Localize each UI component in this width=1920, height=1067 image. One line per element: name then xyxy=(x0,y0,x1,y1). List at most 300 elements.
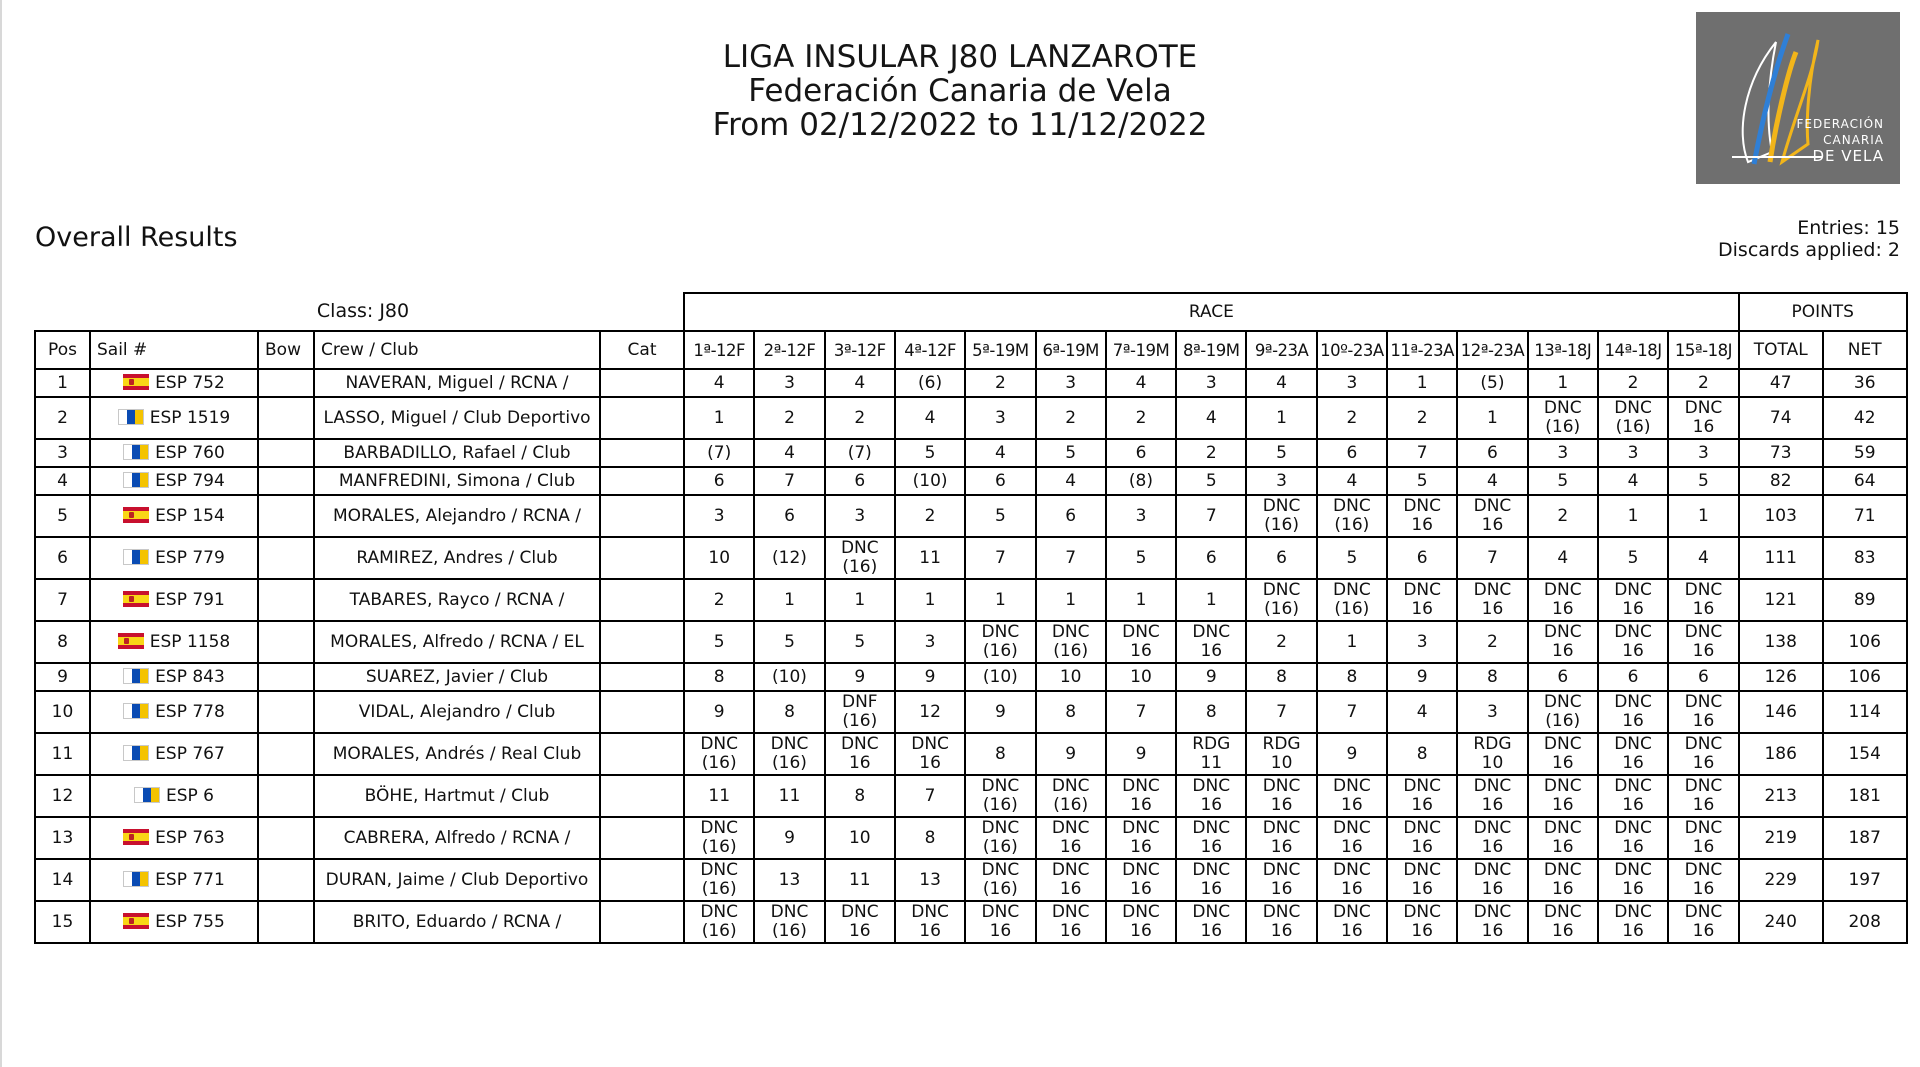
cell-race-6 xyxy=(1036,733,1106,775)
race-score: 1 xyxy=(1205,589,1217,610)
race-score: 16 xyxy=(1270,795,1293,815)
race-score: DNC xyxy=(770,734,809,754)
race-score: DNC xyxy=(1192,622,1231,642)
cell-cat xyxy=(600,901,684,943)
cell-total: 103 xyxy=(1739,495,1823,537)
race-score: DNC xyxy=(1684,860,1723,880)
logo-line-2: CANARIA xyxy=(1823,133,1884,147)
race-score: DNC xyxy=(700,860,739,880)
cell-race-8 xyxy=(1176,691,1246,733)
race-score: RDG xyxy=(1192,734,1231,754)
col-race-14: 14ª-18J xyxy=(1598,331,1668,369)
cell-net: 181 xyxy=(1823,775,1907,817)
cell-race-8 xyxy=(1176,901,1246,943)
cell-total: 229 xyxy=(1739,859,1823,901)
race-score: 16 xyxy=(1130,837,1152,857)
cell-race-15 xyxy=(1668,397,1739,439)
cell-net: 64 xyxy=(1823,467,1907,495)
race-score: DNC xyxy=(1543,580,1582,600)
cell-race-12 xyxy=(1457,439,1527,467)
cell-race-4 xyxy=(895,733,965,775)
race-score: DNC xyxy=(1122,622,1160,642)
race-score: 8 xyxy=(1346,666,1358,687)
race-score: 6 xyxy=(1557,666,1569,687)
cell-race-3 xyxy=(825,579,895,621)
cell-race-14 xyxy=(1598,579,1668,621)
cell-race-10 xyxy=(1317,495,1387,537)
race-score: 16 xyxy=(1622,599,1644,619)
race-score: 16 xyxy=(1130,879,1152,899)
race-score: 2 xyxy=(854,407,866,428)
race-score: 2 xyxy=(713,589,725,610)
race-score: 16 xyxy=(1692,879,1715,899)
cell-race-12 xyxy=(1457,817,1527,859)
race-score: 11 xyxy=(848,869,871,890)
cell-total: 138 xyxy=(1739,621,1823,663)
race-score: 8 xyxy=(924,827,936,848)
race-score: 2 xyxy=(1698,372,1709,393)
race-score: RDG xyxy=(1473,734,1512,754)
cell-race-11 xyxy=(1387,369,1457,397)
race-score: 16 xyxy=(1481,879,1504,899)
cell-sail xyxy=(90,397,258,439)
cell-race-10 xyxy=(1317,579,1387,621)
race-score: 16 xyxy=(1411,879,1433,899)
race-score: 16 xyxy=(1059,879,1082,899)
race-score: (16) xyxy=(1545,417,1581,437)
race-score: 7 xyxy=(1135,701,1147,722)
cell-sail xyxy=(90,901,258,943)
cell-race-5 xyxy=(965,397,1035,439)
race-score: DNC xyxy=(1403,496,1441,516)
cell-race-4 xyxy=(895,691,965,733)
cell-total: 111 xyxy=(1739,537,1823,579)
cell-pos: 10 xyxy=(35,691,90,733)
race-score: 6 xyxy=(1627,666,1639,687)
col-race-8: 8ª-19M xyxy=(1176,331,1246,369)
group-header-row xyxy=(35,293,1907,331)
page-edge xyxy=(0,0,2,1067)
race-score: 16 xyxy=(1481,515,1504,535)
race-score: DNC xyxy=(1122,860,1160,880)
race-score: 9 xyxy=(1416,666,1428,687)
cell-race-4 xyxy=(895,663,965,691)
race-score: DNC xyxy=(1684,622,1723,642)
cell-race-13 xyxy=(1528,369,1598,397)
cell-total: 126 xyxy=(1739,663,1823,691)
cell-race-11 xyxy=(1387,397,1457,439)
cell-race-6 xyxy=(1036,495,1106,537)
cell-sail xyxy=(90,369,258,397)
cell-net: 114 xyxy=(1823,691,1907,733)
cell-total: 219 xyxy=(1739,817,1823,859)
cell-race-14 xyxy=(1598,397,1668,439)
cell-sail xyxy=(90,579,258,621)
col-race-1: 1ª-12F xyxy=(684,331,754,369)
canary-islands-flag-icon xyxy=(118,409,144,425)
race-score: 4 xyxy=(1346,470,1358,491)
cell-race-9 xyxy=(1246,467,1316,495)
race-score: 5 xyxy=(1346,547,1358,568)
cell-race-12 xyxy=(1457,579,1527,621)
race-score: 12 xyxy=(919,701,941,722)
cell-bow xyxy=(258,859,314,901)
cell-race-10 xyxy=(1317,537,1387,579)
cell-race-9 xyxy=(1246,901,1316,943)
cell-race-7 xyxy=(1106,859,1176,901)
cell-race-3 xyxy=(825,859,895,901)
race-score: 5 xyxy=(854,631,866,652)
race-score: DNC xyxy=(700,734,739,754)
race-score: DNC xyxy=(1684,692,1723,712)
race-score: DNC xyxy=(1192,902,1231,922)
race-score: 3 xyxy=(1346,372,1358,393)
race-score: DNC xyxy=(1403,580,1441,600)
cell-race-9 xyxy=(1246,439,1316,467)
race-score: DNC xyxy=(1403,902,1441,922)
race-score: DNC xyxy=(1333,860,1371,880)
cell-race-15 xyxy=(1668,439,1739,467)
cell-race-9 xyxy=(1246,369,1316,397)
cell-race-5 xyxy=(965,663,1035,691)
cell-race-11 xyxy=(1387,691,1457,733)
race-score: DNC xyxy=(1473,580,1512,600)
cell-race-14 xyxy=(1598,537,1668,579)
cell-race-2 xyxy=(754,817,824,859)
race-score: (16) xyxy=(842,557,878,577)
cell-race-8 xyxy=(1176,733,1246,775)
cell-bow xyxy=(258,397,314,439)
race-score: DNC xyxy=(1614,860,1652,880)
cell-race-13 xyxy=(1528,691,1598,733)
cell-race-4 xyxy=(895,467,965,495)
cell-race-14 xyxy=(1598,775,1668,817)
race-score: DNC xyxy=(1122,902,1160,922)
race-score: 5 xyxy=(713,631,725,652)
race-score: 16 xyxy=(1481,599,1504,619)
col-race-10: 10º-23A xyxy=(1317,331,1387,369)
race-score: DNC xyxy=(1473,776,1512,796)
table-row xyxy=(35,733,1907,775)
cell-race-6 xyxy=(1036,621,1106,663)
race-score: 16 xyxy=(1551,837,1574,857)
race-score: 16 xyxy=(1270,879,1293,899)
canary-islands-flag-icon xyxy=(123,549,149,565)
race-score: DNC xyxy=(1403,860,1441,880)
cell-race-11 xyxy=(1387,901,1457,943)
cell-race-13 xyxy=(1528,537,1598,579)
results-table xyxy=(34,292,1908,944)
cell-race-14 xyxy=(1598,901,1668,943)
race-score: 6 xyxy=(1698,666,1709,687)
cell-crew: SUAREZ, Javier / Club xyxy=(314,663,600,691)
race-score: 3 xyxy=(854,505,866,526)
cell-race-1 xyxy=(684,621,754,663)
race-score: DNC xyxy=(1122,818,1160,838)
race-score: 16 xyxy=(1551,753,1574,773)
cell-cat xyxy=(600,859,684,901)
cell-race-14 xyxy=(1598,495,1668,537)
race-score: 16 xyxy=(1270,837,1293,857)
race-score: 4 xyxy=(1627,470,1639,491)
race-score: 1 xyxy=(1557,372,1569,393)
table-row xyxy=(35,397,1907,439)
cell-net: 208 xyxy=(1823,901,1907,943)
cell-cat xyxy=(600,775,684,817)
cell-race-1 xyxy=(684,537,754,579)
race-score: 1 xyxy=(854,589,866,610)
cell-race-15 xyxy=(1668,369,1739,397)
col-bow: Bow xyxy=(258,331,314,369)
cell-race-4 xyxy=(895,537,965,579)
cell-race-12 xyxy=(1457,663,1527,691)
cell-race-5 xyxy=(965,817,1035,859)
cell-race-14 xyxy=(1598,621,1668,663)
cell-race-7 xyxy=(1106,901,1176,943)
race-score: DNC xyxy=(840,538,879,558)
points-group-header: POINTS xyxy=(1739,293,1907,331)
race-score: 2 xyxy=(784,407,795,428)
cell-pos: 9 xyxy=(35,663,90,691)
race-score: 3 xyxy=(1698,442,1709,463)
race-score: (16) xyxy=(701,879,737,899)
race-score: DNC xyxy=(1333,580,1371,600)
cell-net: 83 xyxy=(1823,537,1907,579)
race-score: 6 xyxy=(1135,442,1147,463)
race-score: (12) xyxy=(772,547,807,568)
race-score: 2 xyxy=(1205,442,1217,463)
cell-crew: MORALES, Alfredo / RCNA / EL xyxy=(314,621,600,663)
race-score: (16) xyxy=(982,837,1018,857)
race-score: DNC xyxy=(911,734,949,754)
race-score: 8 xyxy=(1276,666,1287,687)
cell-bow xyxy=(258,579,314,621)
race-score: 13 xyxy=(919,869,941,890)
table-row xyxy=(35,467,1907,495)
canary-islands-flag-icon xyxy=(123,703,149,719)
cell-race-2 xyxy=(754,439,824,467)
cell-race-15 xyxy=(1668,901,1739,943)
race-score: 2 xyxy=(994,372,1006,393)
cell-cat xyxy=(600,397,684,439)
race-score: DNC xyxy=(1262,580,1301,600)
table-row xyxy=(35,775,1907,817)
race-score: (16) xyxy=(982,795,1018,815)
cell-race-6 xyxy=(1036,467,1106,495)
cell-race-10 xyxy=(1317,663,1387,691)
cell-race-7 xyxy=(1106,397,1176,439)
race-score: 5 xyxy=(1135,547,1147,568)
race-score: 1 xyxy=(1346,631,1358,652)
race-score: DNC xyxy=(1473,902,1512,922)
cell-race-7 xyxy=(1106,817,1176,859)
cell-race-13 xyxy=(1528,621,1598,663)
cell-pos: 7 xyxy=(35,579,90,621)
document-header xyxy=(560,40,1360,142)
cell-race-1 xyxy=(684,663,754,691)
race-score: 11 xyxy=(919,547,941,568)
cell-race-6 xyxy=(1036,537,1106,579)
race-score: 16 xyxy=(1551,879,1574,899)
cell-race-15 xyxy=(1668,579,1739,621)
race-score: 16 xyxy=(1411,795,1433,815)
cell-race-10 xyxy=(1317,817,1387,859)
cell-bow xyxy=(258,663,314,691)
cell-race-11 xyxy=(1387,775,1457,817)
race-score: DNC xyxy=(981,622,1020,642)
col-race-12: 12ª-23A xyxy=(1457,331,1527,369)
race-score: (16) xyxy=(1334,515,1370,535)
cell-race-4 xyxy=(895,439,965,467)
race-score: DNC xyxy=(840,902,879,922)
col-net: NET xyxy=(1823,331,1907,369)
cell-race-7 xyxy=(1106,579,1176,621)
race-score: 3 xyxy=(1487,701,1498,722)
cell-pos: 2 xyxy=(35,397,90,439)
cell-crew: RAMIREZ, Andres / Club xyxy=(314,537,600,579)
cell-total: 186 xyxy=(1739,733,1823,775)
race-group-header: RACE xyxy=(684,293,1739,331)
cell-race-2 xyxy=(754,663,824,691)
cell-race-10 xyxy=(1317,901,1387,943)
race-score: 4 xyxy=(1557,547,1569,568)
race-score: DNC xyxy=(1684,580,1723,600)
race-score: DNC xyxy=(981,818,1020,838)
race-score: 16 xyxy=(1130,921,1152,941)
race-score: DNC xyxy=(1192,776,1231,796)
cell-race-15 xyxy=(1668,775,1739,817)
race-score: 2 xyxy=(1557,505,1569,526)
col-cat: Cat xyxy=(600,331,684,369)
canary-islands-flag-icon xyxy=(134,787,160,803)
cell-race-8 xyxy=(1176,579,1246,621)
cell-race-13 xyxy=(1528,663,1598,691)
cell-sail xyxy=(90,733,258,775)
race-score: DNC xyxy=(1684,902,1723,922)
race-score: 7 xyxy=(994,547,1006,568)
sail-number: ESP 767 xyxy=(155,743,225,764)
race-score: DNC xyxy=(1614,734,1652,754)
race-score: 16 xyxy=(1411,599,1433,619)
cell-race-10 xyxy=(1317,467,1387,495)
race-score: 1 xyxy=(1135,589,1147,610)
race-score: 4 xyxy=(1487,470,1498,491)
cell-cat xyxy=(600,537,684,579)
cell-bow xyxy=(258,537,314,579)
results-body xyxy=(35,369,1907,943)
race-score: DNC xyxy=(1051,818,1090,838)
cell-cat xyxy=(600,733,684,775)
cell-race-8 xyxy=(1176,397,1246,439)
cell-race-9 xyxy=(1246,817,1316,859)
race-score: 16 xyxy=(1059,837,1082,857)
cell-race-2 xyxy=(754,537,824,579)
race-score: 16 xyxy=(1551,641,1574,661)
cell-race-4 xyxy=(895,397,965,439)
sail-number: ESP 763 xyxy=(155,827,225,848)
race-score: 2 xyxy=(1487,631,1498,652)
cell-race-7 xyxy=(1106,621,1176,663)
cell-race-7 xyxy=(1106,369,1176,397)
race-score: 5 xyxy=(1698,470,1709,491)
col-race-15: 15ª-18J xyxy=(1668,331,1739,369)
sail-number: ESP 779 xyxy=(155,547,225,568)
cell-race-8 xyxy=(1176,495,1246,537)
cell-race-3 xyxy=(825,901,895,943)
cell-total: 240 xyxy=(1739,901,1823,943)
table-row xyxy=(35,859,1907,901)
event-dates: From 02/12/2022 to 11/12/2022 xyxy=(712,107,1208,143)
cell-race-8 xyxy=(1176,439,1246,467)
race-score: 6 xyxy=(784,505,795,526)
race-score: DNC xyxy=(1192,818,1231,838)
cell-race-9 xyxy=(1246,859,1316,901)
cell-race-5 xyxy=(965,537,1035,579)
race-score: DNC xyxy=(1333,818,1371,838)
cell-race-12 xyxy=(1457,859,1527,901)
race-score: 16 xyxy=(1200,837,1223,857)
cell-race-4 xyxy=(895,817,965,859)
entries-summary xyxy=(1718,217,1900,261)
race-score: (10) xyxy=(912,470,948,491)
race-score: 16 xyxy=(1692,711,1715,731)
race-score: 16 xyxy=(1622,711,1644,731)
cell-race-2 xyxy=(754,467,824,495)
race-score: DNC xyxy=(1333,776,1371,796)
cell-race-15 xyxy=(1668,691,1739,733)
race-score: 3 xyxy=(784,372,795,393)
race-score: 10 xyxy=(708,547,731,568)
race-score: DNC xyxy=(1684,398,1723,418)
race-score: 2 xyxy=(924,505,936,526)
cell-race-2 xyxy=(754,397,824,439)
cell-crew: CABRERA, Alfredo / RCNA / xyxy=(314,817,600,859)
cell-race-12 xyxy=(1457,369,1527,397)
table-row xyxy=(35,817,1907,859)
race-score: DNC xyxy=(770,902,809,922)
cell-race-2 xyxy=(754,691,824,733)
cell-race-8 xyxy=(1176,775,1246,817)
race-score: 16 xyxy=(1200,795,1223,815)
race-score: (7) xyxy=(707,442,732,463)
cell-race-11 xyxy=(1387,467,1457,495)
cell-race-11 xyxy=(1387,663,1457,691)
race-score: 3 xyxy=(1205,372,1217,393)
race-score: 6 xyxy=(713,470,725,491)
race-score: DNC xyxy=(1333,902,1371,922)
race-score: DNC xyxy=(1403,776,1441,796)
race-score: DNC xyxy=(981,902,1020,922)
cell-race-11 xyxy=(1387,537,1457,579)
race-score: 4 xyxy=(1698,547,1709,568)
cell-race-4 xyxy=(895,901,965,943)
table-row xyxy=(35,369,1907,397)
cell-cat xyxy=(600,495,684,537)
cell-race-13 xyxy=(1528,467,1598,495)
race-score: 10 xyxy=(1059,666,1082,687)
cell-race-3 xyxy=(825,817,895,859)
cell-race-12 xyxy=(1457,397,1527,439)
cell-net: 154 xyxy=(1823,733,1907,775)
race-score: 3 xyxy=(924,631,936,652)
race-score: DNF xyxy=(841,692,878,712)
cell-race-5 xyxy=(965,467,1035,495)
race-score: 8 xyxy=(1065,701,1077,722)
race-score: 16 xyxy=(1411,837,1433,857)
cell-race-3 xyxy=(825,775,895,817)
cell-race-12 xyxy=(1457,901,1527,943)
cell-total: 82 xyxy=(1739,467,1823,495)
